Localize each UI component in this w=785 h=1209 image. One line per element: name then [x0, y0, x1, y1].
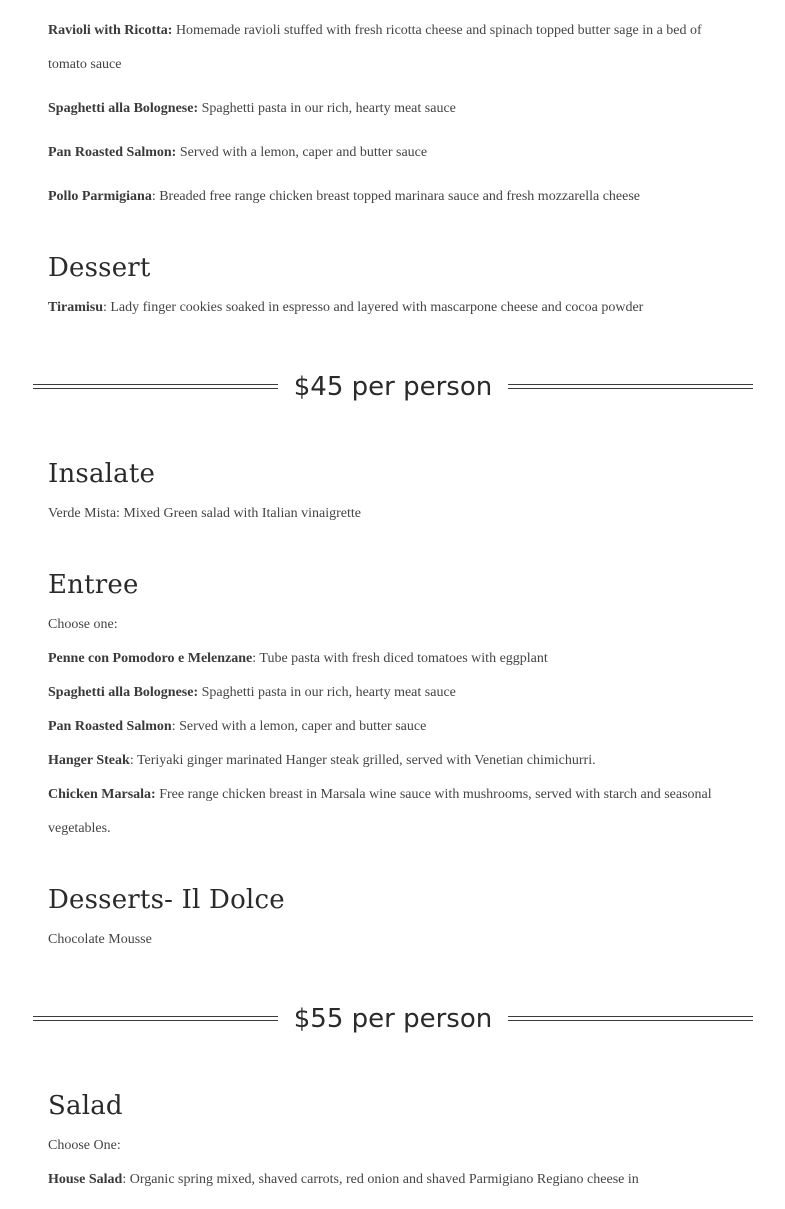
menu-item-salmon	[48, 136, 738, 170]
price-label: $45 per person	[293, 372, 493, 402]
item-name: Hanger Steak	[48, 753, 130, 768]
item-desc: Homemade ravioli stuffed with fresh ricotta cheese and spinach topped butter sage in a bed of tomato sauce	[48, 23, 702, 72]
item-name: Spaghetti alla Bolognese:	[48, 685, 199, 700]
item-desc: : Organic spring mixed, shaved carrots, red onion and shaved Parmigiano Regiano cheese in	[122, 1172, 639, 1187]
menu-item-hanger-steak	[48, 744, 738, 778]
section-heading-insalate: Insalate	[48, 459, 156, 489]
item-name: Spaghetti alla Bolognese:	[48, 101, 199, 116]
menu-item-house-salad	[48, 1163, 738, 1197]
item-desc: Served with a lemon, caper and butter sauce	[176, 145, 428, 160]
item-name: Chicken Marsala:	[48, 787, 156, 802]
item-name: House Salad	[48, 1172, 123, 1187]
section-heading-salad: Salad	[48, 1091, 123, 1121]
item-name: Pan Roasted Salmon	[48, 719, 172, 734]
salad-intro: Choose One:	[48, 1138, 121, 1153]
item-name: Tiramisu	[48, 300, 103, 315]
menu-item-chocolate-mousse: Chocolate Mousse	[48, 932, 152, 947]
section-heading-entree: Entree	[48, 570, 139, 600]
price-divider-55	[33, 999, 753, 1039]
menu-item-penne	[48, 642, 738, 676]
entree-intro: Choose one:	[48, 617, 118, 632]
menu-item-bolognese	[48, 676, 738, 710]
menu-item-bolognese	[48, 92, 738, 126]
item-desc: Spaghetti pasta in our rich, hearty meat sauce	[198, 685, 456, 700]
menu-item-pollo	[48, 180, 738, 214]
menu-item-chicken-marsala	[48, 778, 738, 846]
item-desc: : Lady finger cookies soaked in espresso and layered with mascarpone cheese and cocoa powder	[102, 300, 644, 315]
item-name: Ravioli with Ricotta:	[48, 23, 173, 38]
section-heading-desserts: Desserts- Il Dolce	[48, 885, 285, 915]
item-desc: : Tube pasta with fresh diced tomatoes with eggplant	[252, 651, 548, 666]
price-label: $55 per person	[293, 1004, 493, 1034]
item-desc: : Served with a lemon, caper and butter sauce	[171, 719, 427, 734]
item-name: Pollo Parmigiana	[48, 189, 152, 204]
item-desc: Spaghetti pasta in our rich, hearty meat sauce	[198, 101, 456, 116]
menu-item-salmon	[48, 710, 738, 744]
menu-item-verde-mista: Verde Mista: Mixed Green salad with Italian vinaigrette	[48, 506, 361, 521]
divider-line-right	[508, 384, 753, 389]
item-name: Penne con Pomodoro e Melenzane	[48, 651, 253, 666]
item-desc: Free range chicken breast in Marsala wine sauce with mushrooms, served with starch and seasonal vegetables.	[48, 787, 712, 836]
item-desc: : Teriyaki ginger marinated Hanger steak grilled, served with Venetian chimichurri.	[129, 753, 596, 768]
menu-item-ravioli	[48, 14, 738, 82]
divider-line-right	[508, 1016, 753, 1021]
item-name: Pan Roasted Salmon:	[48, 145, 177, 160]
section-heading-dessert: Dessert	[48, 253, 151, 283]
price-divider-45	[33, 367, 753, 407]
item-desc: : Breaded free range chicken breast topped marinara sauce and fresh mozzarella cheese	[151, 189, 641, 204]
menu-item-tiramisu	[48, 291, 738, 325]
